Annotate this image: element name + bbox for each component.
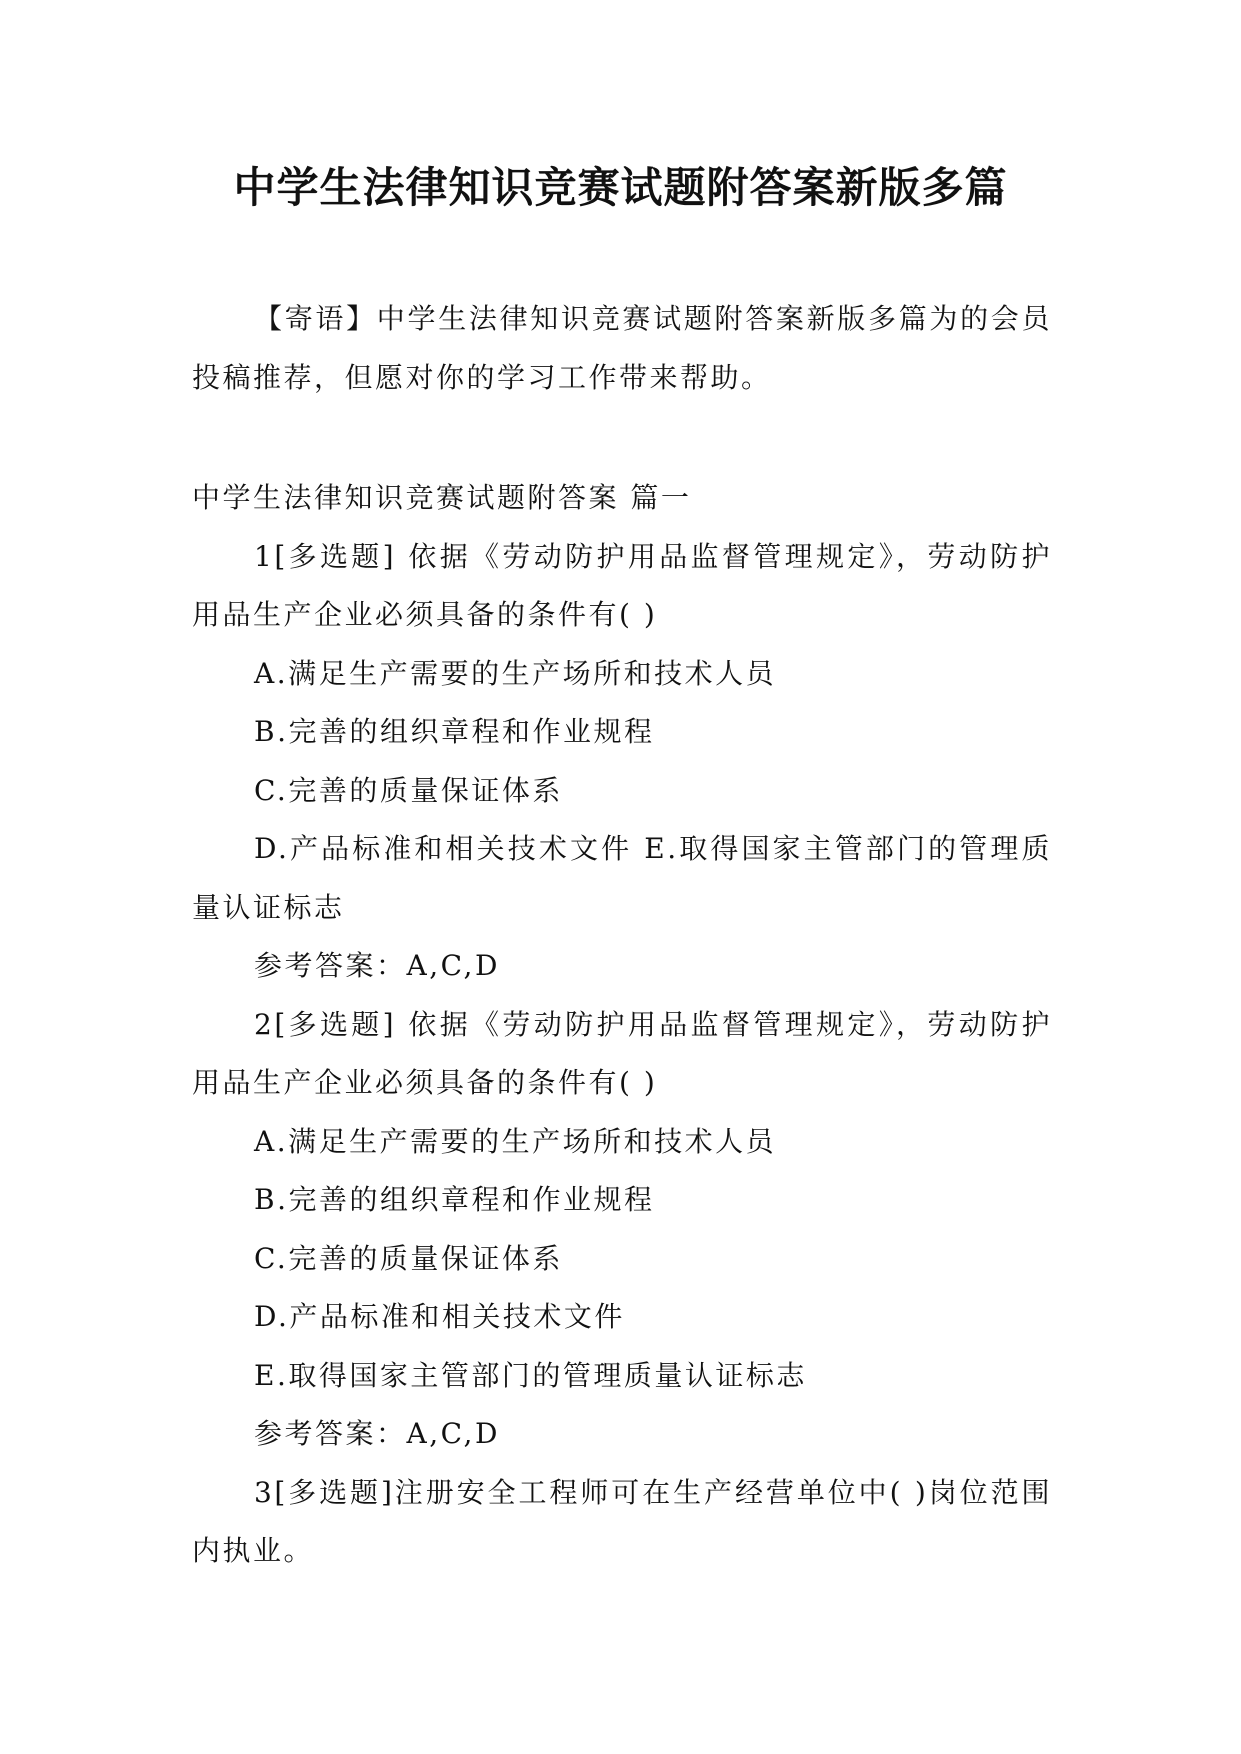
question-2-option-d: D.产品标准和相关技术文件	[254, 1300, 625, 1333]
question-1-option-d-e: D.产品标准和相关技术文件 E.取得国家主管部门的管理质量认证标志	[192, 832, 1052, 924]
question-2-option-c: C.完善的质量保证体系	[254, 1241, 563, 1275]
question-3: 3[多选题]注册安全工程师可在生产经营单位中( )岗位范围内执业。	[192, 1475, 1052, 1567]
question-2-answer: 参考答案：A,C,D	[254, 1417, 500, 1450]
question-2-option-b: B.完善的组织章程和作业规程	[254, 1183, 655, 1216]
document-title: 中学生法律知识竞赛试题附答案新版多篇	[233, 163, 1008, 212]
question-1-option-c: C.完善的质量保证体系	[254, 773, 563, 807]
paragraph-spacer	[192, 407, 1052, 469]
section-heading: 中学生法律知识竞赛试题附答案 篇一	[192, 481, 692, 514]
question-1-option-a: A.满足生产需要的生产场所和技术人员	[254, 656, 777, 690]
question-1-answer: 参考答案：A,C,D	[254, 949, 500, 982]
question-2: 2[多选题] 依据《劳动防护用品监督管理规定》，劳动防护用品生产企业必须具备的条件有( )	[192, 1007, 1052, 1099]
document-body	[192, 290, 1052, 1581]
intro-paragraph: 【寄语】中学生法律知识竞赛试题附答案新版多篇为的会员投稿推荐，但愿对你的学习工作带来帮助。	[192, 302, 1052, 394]
question-2-option-a: A.满足生产需要的生产场所和技术人员	[254, 1124, 777, 1158]
question-2-option-e: E.取得国家主管部门的管理质量认证标志	[254, 1358, 807, 1392]
question-1-option-b: B.完善的组织章程和作业规程	[254, 715, 655, 748]
question-1: 1[多选题] 依据《劳动防护用品监督管理规定》，劳动防护用品生产企业必须具备的条件有( )	[192, 539, 1052, 631]
